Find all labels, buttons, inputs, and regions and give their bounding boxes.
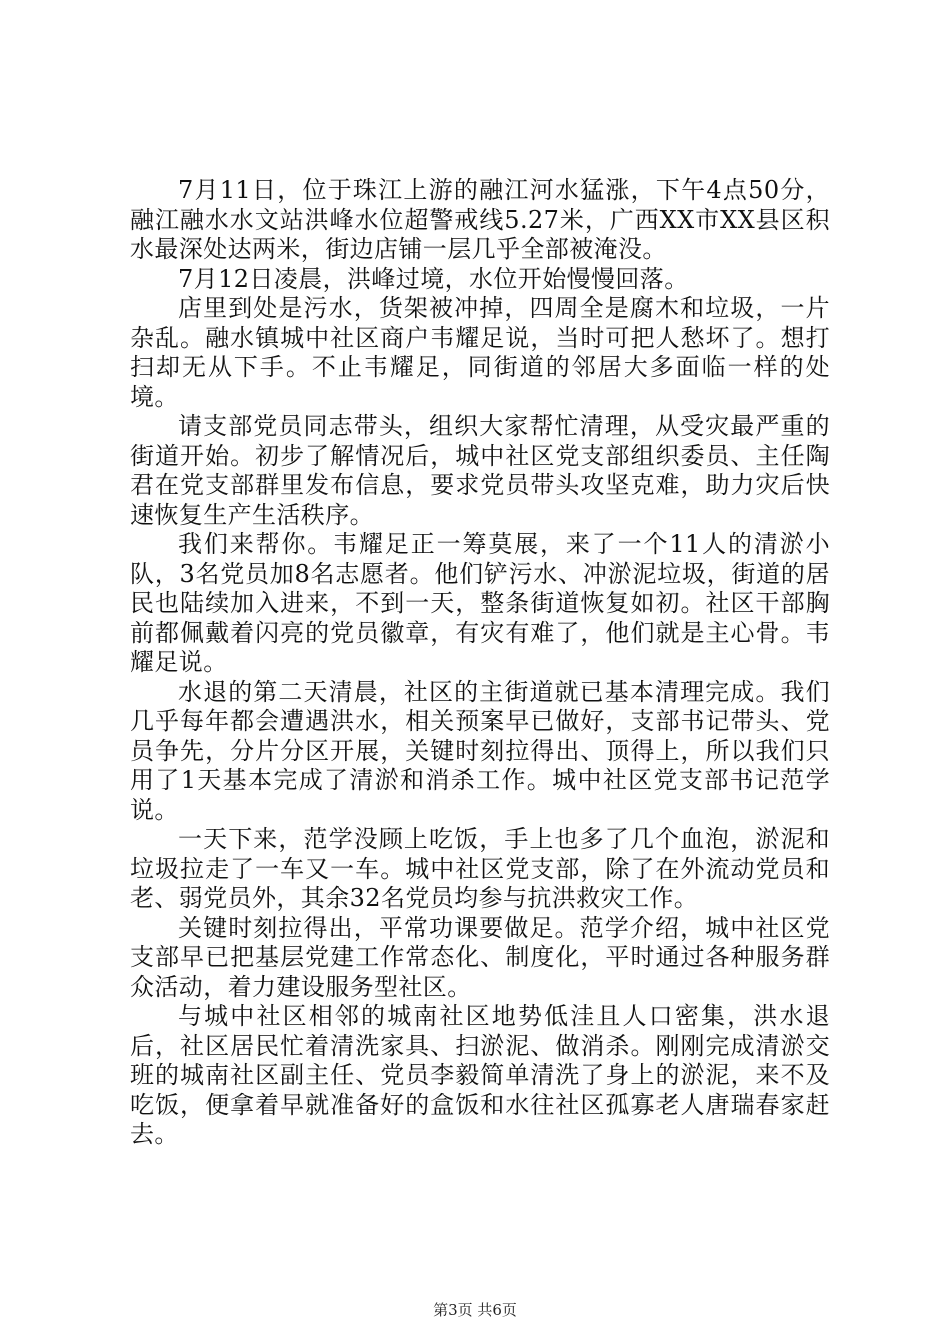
paragraph: 与城中社区相邻的城南社区地势低洼且人口密集，洪水退后，社区居民忙着清洗家具、扫淤泥、做消杀。刚刚完成清淤交班的城南社区副主任、党员李毅简单清洗了身上的淤泥，来不及吃饭，便拿着早就准备好的盒饭和水往社区孤寡老人唐瑞春家赶去。 — [130, 1002, 830, 1148]
paragraph: 水退的第二天清晨，社区的主街道就已基本清理完成。我们几乎每年都会遭遇洪水，相关预案早已做好，支部书记带头、党员争先，分片分区开展，关键时刻拉得出、顶得上，所以我们只用了1天基本完成了清淤和消杀工作。城中社区党支部书记范学说。 — [130, 677, 830, 824]
article-body — [130, 176, 830, 1150]
paragraph: 关键时刻拉得出，平常功课要做足。范学介绍，城中社区党支部早已把基层党建工作常态化、制度化，平时通过各种服务群众活动，着力建设服务型社区。 — [130, 913, 830, 1001]
paragraph: 一天下来，范学没顾上吃饭，手上也多了几个血泡，淤泥和垃圾拉走了一车又一车。城中社区党支部，除了在外流动党员和老、弱党员外，其余32名党员均参与抗洪救灾工作。 — [130, 825, 830, 912]
paragraph: 请支部党员同志带头，组织大家帮忙清理，从受灾最严重的街道开始。初步了解情况后，城中社区党支部组织委员、主任陶君在党支部群里发布信息，要求党员带头攻坚克难，助力灾后快速恢复生产生活秩序。 — [130, 412, 830, 529]
paragraph: 7月12日凌晨，洪峰过境，水位开始慢慢回落。 — [178, 264, 689, 293]
page-footer: 第3页 共6页 — [433, 1301, 517, 1319]
paragraph: 店里到处是污水，货架被冲掉，四周全是腐木和垃圾，一片杂乱。融水镇城中社区商户韦耀足说，当时可把人愁坏了。想打扫却无从下手。不止韦耀足，同街道的邻居大多面临一样的处境。 — [130, 294, 830, 411]
paragraph: 7月11日，位于珠江上游的融江河水猛涨，下午4点50分，融江融水水文站洪峰水位超警戒线5.27米，广西XX市XX县区积水最深处达两米，街边店铺一层几乎全部被淹没。 — [130, 176, 830, 263]
paragraph: 我们来帮你。韦耀足正一筹莫展，来了一个11人的清淤小队，3名党员加8名志愿者。他们铲污水、冲淤泥垃圾，街道的居民也陆续加入进来，不到一天，整条街道恢复如初。社区干部胸前都佩戴着闪亮的党员徽章，有灾有难了，他们就是主心骨。韦耀足说。 — [130, 530, 830, 676]
